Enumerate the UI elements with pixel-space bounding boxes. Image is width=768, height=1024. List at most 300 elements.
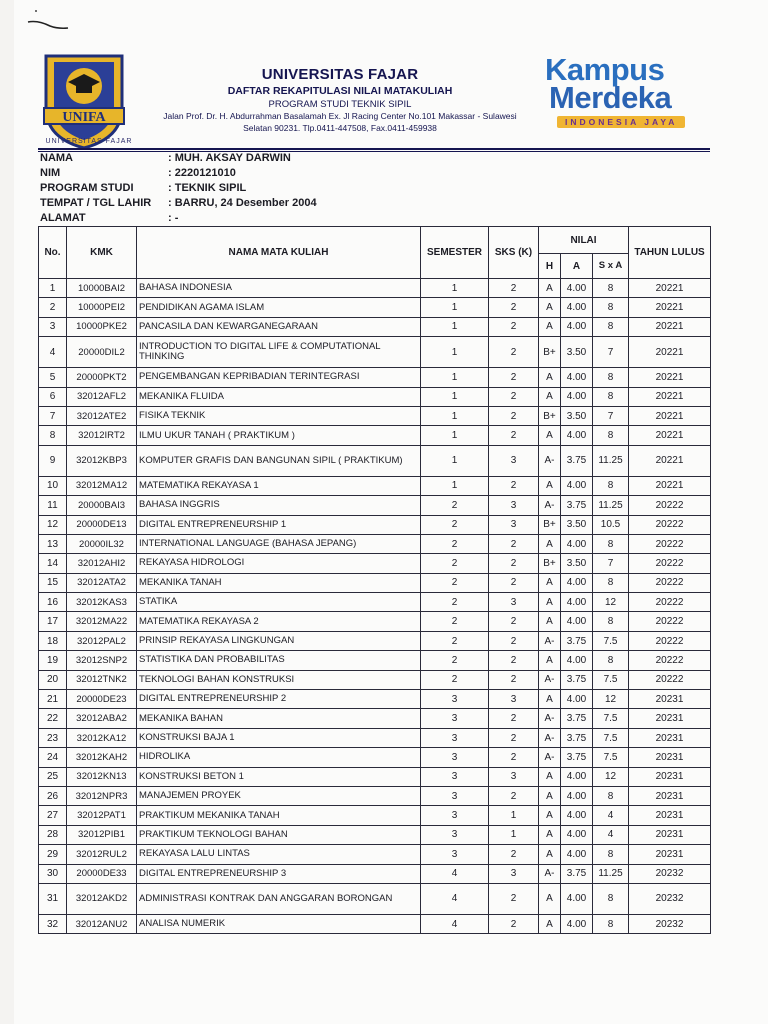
row-sks: 2: [489, 279, 539, 298]
row-course-name: BAHASA INGGRIS: [137, 496, 421, 515]
row-grade-point: 3.75: [561, 728, 593, 747]
alamat-value: : -: [168, 212, 179, 224]
row-sks: 3: [489, 864, 539, 883]
row-grade-point: 3.50: [561, 554, 593, 573]
row-semester: 3: [421, 709, 489, 728]
table-row: [39, 670, 711, 689]
address-line-2: Selatan 90231. Tlp.0411-447508, Fax.0411-459938: [243, 123, 437, 133]
row-kmk: 32012TNK2: [67, 670, 137, 689]
table-row: [39, 806, 711, 825]
table-row: [39, 593, 711, 612]
row-course-name: ILMU UKUR TANAH ( PRAKTIKUM ): [137, 426, 421, 445]
row-no: 27: [39, 806, 67, 825]
row-no: 12: [39, 515, 67, 534]
program-name: PROGRAM STUDI TEKNIK SIPIL: [268, 99, 412, 110]
row-weighted-score: 8: [593, 914, 629, 933]
row-sks: 1: [489, 825, 539, 844]
row-weighted-score: 8: [593, 845, 629, 864]
row-semester: 1: [421, 426, 489, 445]
row-kmk: 32012ATE2: [67, 406, 137, 425]
university-name: UNIVERSITAS FAJAR: [261, 66, 419, 83]
row-semester: 2: [421, 593, 489, 612]
row-sks: 2: [489, 670, 539, 689]
kampus-word: Kampus: [545, 52, 665, 87]
row-course-name: STATIKA: [137, 593, 421, 612]
row-year: 20231: [629, 690, 711, 709]
document-header: [140, 66, 540, 134]
row-grade-point: 3.75: [561, 670, 593, 689]
row-course-name: DIGITAL ENTREPRENEURSHIP 3: [137, 864, 421, 883]
row-grade-letter: A: [539, 593, 561, 612]
row-sks: 2: [489, 534, 539, 553]
table-row: [39, 786, 711, 805]
row-no: 14: [39, 554, 67, 573]
row-grade-letter: A-: [539, 864, 561, 883]
row-semester: 3: [421, 728, 489, 747]
row-year: 20231: [629, 748, 711, 767]
nama-label: NAMA: [40, 152, 73, 164]
row-course-name: BAHASA INDONESIA: [137, 279, 421, 298]
row-kmk: 32012AKD2: [67, 883, 137, 914]
grades-body: [39, 279, 711, 934]
table-row: [39, 279, 711, 298]
row-year: 20232: [629, 883, 711, 914]
row-semester: 1: [421, 279, 489, 298]
row-grade-point: 3.75: [561, 445, 593, 476]
row-year: 20221: [629, 279, 711, 298]
row-grade-point: 4.00: [561, 426, 593, 445]
row-sks: 2: [489, 651, 539, 670]
row-kmk: 32012ABA2: [67, 709, 137, 728]
row-kmk: 32012KAS3: [67, 593, 137, 612]
row-kmk: 20000IL32: [67, 534, 137, 553]
row-semester: 3: [421, 767, 489, 786]
row-kmk: 32012PIB1: [67, 825, 137, 844]
row-weighted-score: 7.5: [593, 631, 629, 650]
row-grade-letter: A: [539, 612, 561, 631]
row-semester: 3: [421, 845, 489, 864]
row-semester: 1: [421, 298, 489, 317]
row-year: 20221: [629, 445, 711, 476]
row-no: 25: [39, 767, 67, 786]
row-year: 20221: [629, 406, 711, 425]
row-weighted-score: 8: [593, 368, 629, 387]
row-grade-letter: A-: [539, 445, 561, 476]
row-year: 20222: [629, 534, 711, 553]
row-sks: 3: [489, 445, 539, 476]
row-no: 6: [39, 387, 67, 406]
table-row: [39, 914, 711, 933]
row-course-name: MANAJEMEN PROYEK: [137, 786, 421, 805]
row-course-name: MEKANIKA FLUIDA: [137, 387, 421, 406]
row-course-name: MEKANIKA TANAH: [137, 573, 421, 592]
row-grade-letter: A: [539, 387, 561, 406]
row-grade-letter: A: [539, 845, 561, 864]
logo-caption: UNIVERSITAS FAJAR: [45, 138, 133, 145]
row-semester: 2: [421, 651, 489, 670]
row-weighted-score: 8: [593, 317, 629, 336]
grades-table: [38, 226, 711, 934]
row-weighted-score: 7.5: [593, 709, 629, 728]
row-no: 20: [39, 670, 67, 689]
document-title: DAFTAR REKAPITULASI NILAI MATAKULIAH: [227, 85, 453, 97]
row-grade-letter: A-: [539, 670, 561, 689]
row-course-name: DIGITAL ENTREPRENEURSHIP 2: [137, 690, 421, 709]
row-kmk: 32012MA12: [67, 476, 137, 495]
pen-mark: [22, 6, 72, 36]
row-weighted-score: 8: [593, 612, 629, 631]
row-weighted-score: 7: [593, 406, 629, 425]
alamat-label: ALAMAT: [40, 212, 86, 224]
row-sks: 2: [489, 406, 539, 425]
row-weighted-score: 7: [593, 337, 629, 368]
row-kmk: 32012PAT1: [67, 806, 137, 825]
row-grade-letter: A-: [539, 748, 561, 767]
table-row: [39, 864, 711, 883]
row-grade-point: 3.75: [561, 709, 593, 728]
row-grade-point: 4.00: [561, 825, 593, 844]
row-grade-letter: B+: [539, 554, 561, 573]
row-grade-point: 4.00: [561, 298, 593, 317]
col-tahun: TAHUN LULUS: [629, 227, 711, 279]
row-grade-point: 4.00: [561, 690, 593, 709]
table-row: [39, 883, 711, 914]
row-year: 20222: [629, 670, 711, 689]
row-weighted-score: 10.5: [593, 515, 629, 534]
row-course-name: PRAKTIKUM MEKANIKA TANAH: [137, 806, 421, 825]
row-grade-point: 4.00: [561, 786, 593, 805]
row-weighted-score: 12: [593, 767, 629, 786]
header-divider: [38, 148, 710, 150]
row-grade-point: 4.00: [561, 387, 593, 406]
row-sks: 2: [489, 845, 539, 864]
row-no: 29: [39, 845, 67, 864]
row-year: 20231: [629, 806, 711, 825]
row-grade-letter: A-: [539, 631, 561, 650]
row-no: 28: [39, 825, 67, 844]
row-grade-letter: A: [539, 767, 561, 786]
row-kmk: 32012AHI2: [67, 554, 137, 573]
col-sks: SKS (K): [489, 227, 539, 279]
col-nilai: NILAI: [539, 227, 629, 254]
ttl-label: TEMPAT / TGL LAHIR: [40, 197, 152, 209]
row-no: 19: [39, 651, 67, 670]
row-grade-letter: A-: [539, 728, 561, 747]
row-kmk: 32012KBP3: [67, 445, 137, 476]
row-no: 17: [39, 612, 67, 631]
row-year: 20222: [629, 496, 711, 515]
row-grade-letter: A: [539, 825, 561, 844]
row-course-name: KONSTRUKSI BETON 1: [137, 767, 421, 786]
row-grade-point: 4.00: [561, 279, 593, 298]
row-semester: 2: [421, 612, 489, 631]
row-semester: 1: [421, 317, 489, 336]
row-kmk: 32012IRT2: [67, 426, 137, 445]
row-weighted-score: 8: [593, 651, 629, 670]
row-grade-letter: A: [539, 368, 561, 387]
row-year: 20231: [629, 728, 711, 747]
row-semester: 1: [421, 368, 489, 387]
row-no: 22: [39, 709, 67, 728]
row-no: 26: [39, 786, 67, 805]
row-kmk: 20000DE23: [67, 690, 137, 709]
row-grade-point: 4.00: [561, 593, 593, 612]
row-year: 20222: [629, 573, 711, 592]
row-no: 32: [39, 914, 67, 933]
row-grade-point: 4.00: [561, 317, 593, 336]
row-weighted-score: 8: [593, 476, 629, 495]
row-sks: 2: [489, 709, 539, 728]
row-weighted-score: 8: [593, 279, 629, 298]
row-semester: 4: [421, 864, 489, 883]
row-year: 20231: [629, 786, 711, 805]
row-no: 13: [39, 534, 67, 553]
col-h: H: [539, 254, 561, 279]
row-sks: 2: [489, 883, 539, 914]
row-semester: 4: [421, 883, 489, 914]
row-grade-point: 4.00: [561, 767, 593, 786]
row-grade-letter: A: [539, 651, 561, 670]
row-grade-letter: A: [539, 298, 561, 317]
row-grade-point: 4.00: [561, 476, 593, 495]
row-weighted-score: 7: [593, 554, 629, 573]
row-grade-point: 3.75: [561, 631, 593, 650]
row-grade-point: 4.00: [561, 612, 593, 631]
table-row: [39, 426, 711, 445]
row-grade-point: 3.75: [561, 748, 593, 767]
row-sks: 2: [489, 914, 539, 933]
row-semester: 2: [421, 631, 489, 650]
row-kmk: 20000DE33: [67, 864, 137, 883]
row-sks: 2: [489, 317, 539, 336]
row-year: 20231: [629, 825, 711, 844]
row-no: 16: [39, 593, 67, 612]
row-grade-letter: A: [539, 806, 561, 825]
row-weighted-score: 12: [593, 593, 629, 612]
row-sks: 3: [489, 593, 539, 612]
nim-value: : 2220121010: [168, 167, 236, 179]
table-row: [39, 631, 711, 650]
row-kmk: 20000BAI3: [67, 496, 137, 515]
row-weighted-score: 7.5: [593, 748, 629, 767]
row-course-name: REKAYASA LALU LINTAS: [137, 845, 421, 864]
row-grade-point: 3.50: [561, 406, 593, 425]
row-year: 20222: [629, 515, 711, 534]
row-kmk: 32012MA22: [67, 612, 137, 631]
row-no: 18: [39, 631, 67, 650]
row-year: 20232: [629, 864, 711, 883]
row-grade-letter: A: [539, 279, 561, 298]
row-semester: 1: [421, 476, 489, 495]
row-course-name: TEKNOLOGI BAHAN KONSTRUKSI: [137, 670, 421, 689]
kampus-merdeka-logo: [545, 52, 715, 130]
row-grade-point: 4.00: [561, 883, 593, 914]
table-row: [39, 825, 711, 844]
row-sks: 1: [489, 806, 539, 825]
row-semester: 1: [421, 337, 489, 368]
row-year: 20231: [629, 709, 711, 728]
row-weighted-score: 4: [593, 806, 629, 825]
table-row: [39, 573, 711, 592]
table-row: [39, 709, 711, 728]
row-year: 20221: [629, 368, 711, 387]
row-grade-letter: B+: [539, 406, 561, 425]
row-no: 30: [39, 864, 67, 883]
row-course-name: PRINSIP REKAYASA LINGKUNGAN: [137, 631, 421, 650]
table-row: [39, 690, 711, 709]
row-grade-letter: A: [539, 573, 561, 592]
row-semester: 3: [421, 748, 489, 767]
row-grade-letter: A: [539, 690, 561, 709]
indonesia-jaya-banner: INDONESIA JAYA: [557, 116, 685, 128]
row-grade-point: 4.00: [561, 845, 593, 864]
row-grade-point: 4.00: [561, 573, 593, 592]
row-kmk: 32012ATA2: [67, 573, 137, 592]
row-weighted-score: 4: [593, 825, 629, 844]
row-weighted-score: 12: [593, 690, 629, 709]
row-semester: 1: [421, 387, 489, 406]
nama-value: : MUH. AKSAY DARWIN: [168, 152, 291, 164]
row-no: 11: [39, 496, 67, 515]
row-sks: 2: [489, 298, 539, 317]
row-sks: 2: [489, 387, 539, 406]
row-no: 2: [39, 298, 67, 317]
row-semester: 2: [421, 496, 489, 515]
student-info: [40, 152, 317, 227]
row-semester: 3: [421, 825, 489, 844]
row-kmk: 20000DIL2: [67, 337, 137, 368]
row-course-name: HIDROLIKA: [137, 748, 421, 767]
col-no: No.: [39, 227, 67, 279]
row-year: 20232: [629, 914, 711, 933]
table-row: [39, 406, 711, 425]
row-no: 7: [39, 406, 67, 425]
table-row: [39, 317, 711, 336]
row-weighted-score: 8: [593, 426, 629, 445]
table-row: [39, 554, 711, 573]
row-semester: 2: [421, 573, 489, 592]
address-line-1: Jalan Prof. Dr. H. Abdurrahman Basalamah Ex. Jl Racing Center No.101 Makassar - Sulawesi: [163, 111, 517, 121]
row-grade-point: 3.75: [561, 864, 593, 883]
row-grade-point: 4.00: [561, 651, 593, 670]
row-course-name: PRAKTIKUM TEKNOLOGI BAHAN: [137, 825, 421, 844]
row-sks: 2: [489, 631, 539, 650]
table-row: [39, 515, 711, 534]
row-year: 20222: [629, 631, 711, 650]
row-kmk: 10000PKE2: [67, 317, 137, 336]
row-sks: 3: [489, 496, 539, 515]
col-semester: SEMESTER: [421, 227, 489, 279]
merdeka-word: Merdeka: [549, 80, 672, 115]
row-kmk: 32012NPR3: [67, 786, 137, 805]
row-year: 20221: [629, 317, 711, 336]
row-sks: 2: [489, 728, 539, 747]
row-semester: 1: [421, 406, 489, 425]
row-grade-letter: A: [539, 426, 561, 445]
row-course-name: REKAYASA HIDROLOGI: [137, 554, 421, 573]
row-course-name: INTERNATIONAL LANGUAGE (BAHASA JEPANG): [137, 534, 421, 553]
row-grade-point: 3.50: [561, 515, 593, 534]
table-row: [39, 534, 711, 553]
row-course-name: ANALISA NUMERIK: [137, 914, 421, 933]
row-semester: 2: [421, 515, 489, 534]
row-kmk: 10000BAI2: [67, 279, 137, 298]
row-grade-letter: B+: [539, 337, 561, 368]
row-course-name: INTRODUCTION TO DIGITAL LIFE & COMPUTATIONAL THINKING: [137, 337, 421, 368]
row-grade-letter: A: [539, 786, 561, 805]
row-weighted-score: 8: [593, 387, 629, 406]
row-year: 20231: [629, 767, 711, 786]
row-year: 20222: [629, 612, 711, 631]
table-row: [39, 748, 711, 767]
row-no: 21: [39, 690, 67, 709]
nim-label: NIM: [40, 167, 61, 179]
row-course-name: FISIKA TEKNIK: [137, 406, 421, 425]
row-weighted-score: 7.5: [593, 670, 629, 689]
row-no: 1: [39, 279, 67, 298]
prodi-value: : TEKNIK SIPIL: [168, 182, 247, 194]
table-row: [39, 337, 711, 368]
row-weighted-score: 11.25: [593, 445, 629, 476]
row-year: 20222: [629, 651, 711, 670]
row-year: 20221: [629, 476, 711, 495]
row-grade-letter: A: [539, 883, 561, 914]
row-course-name: PENGEMBANGAN KEPRIBADIAN TERINTEGRASI: [137, 368, 421, 387]
row-course-name: MATEMATIKA REKAYASA 2: [137, 612, 421, 631]
row-sks: 3: [489, 690, 539, 709]
row-kmk: 32012KA12: [67, 728, 137, 747]
table-row: [39, 445, 711, 476]
table-row: [39, 476, 711, 495]
table-row: [39, 496, 711, 515]
col-a: A: [561, 254, 593, 279]
row-weighted-score: 11.25: [593, 864, 629, 883]
row-sks: 2: [489, 554, 539, 573]
row-course-name: PANCASILA DAN KEWARGANEGARAAN: [137, 317, 421, 336]
row-year: 20231: [629, 845, 711, 864]
row-kmk: 32012KN13: [67, 767, 137, 786]
table-row: [39, 728, 711, 747]
table-row: [39, 612, 711, 631]
row-grade-letter: A: [539, 914, 561, 933]
row-year: 20221: [629, 337, 711, 368]
row-kmk: 32012SNP2: [67, 651, 137, 670]
row-no: 31: [39, 883, 67, 914]
row-semester: 1: [421, 445, 489, 476]
row-grade-letter: A: [539, 534, 561, 553]
row-no: 8: [39, 426, 67, 445]
col-kmk: KMK: [67, 227, 137, 279]
row-course-name: KONSTRUKSI BAJA 1: [137, 728, 421, 747]
row-semester: 4: [421, 914, 489, 933]
table-row: [39, 767, 711, 786]
ttl-value: : BARRU, 24 Desember 2004: [168, 197, 317, 209]
row-sks: 2: [489, 476, 539, 495]
row-year: 20221: [629, 426, 711, 445]
row-weighted-score: 11.25: [593, 496, 629, 515]
row-no: 10: [39, 476, 67, 495]
row-grade-point: 3.50: [561, 337, 593, 368]
row-sks: 2: [489, 748, 539, 767]
row-kmk: 20000PKT2: [67, 368, 137, 387]
row-weighted-score: 8: [593, 573, 629, 592]
row-kmk: 32012AFL2: [67, 387, 137, 406]
row-weighted-score: 8: [593, 298, 629, 317]
row-sks: 3: [489, 767, 539, 786]
row-course-name: KOMPUTER GRAFIS DAN BANGUNAN SIPIL ( PRAKTIKUM): [137, 445, 421, 476]
row-semester: 3: [421, 806, 489, 825]
row-kmk: 10000PEI2: [67, 298, 137, 317]
